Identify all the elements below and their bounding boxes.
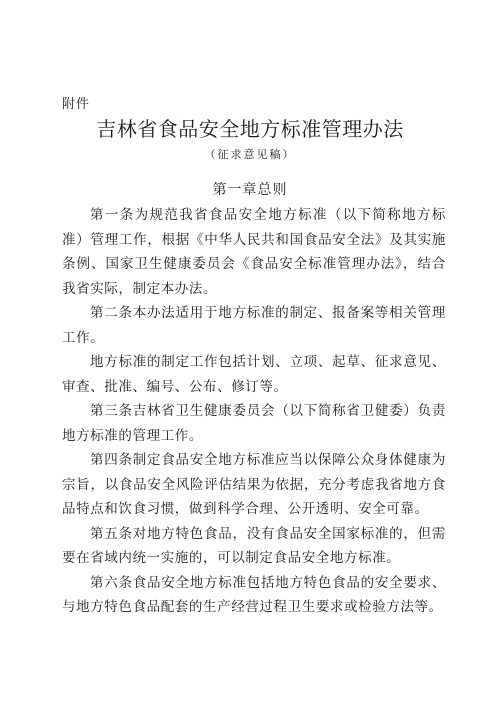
paragraph-article-2-detail: 地方标准的制定工作包括计划、立项、起草、征求意见、审查、批准、编号、公布、修订等。	[62, 354, 446, 395]
paragraph-article-4: 第四条制定食品安全地方标准应当以保障公众身体健康为宗旨，以食品安全风险评估结果为依据，充分考虑我省地方食品特点和饮食习惯，做到科学合理、公开透明、安全可靠。	[62, 452, 446, 517]
paragraph-article-1: 第一条为规范我省食品安全地方标准（以下简称地方标准）管理工作，根据《中华人民共和国食品安全法》及其实施条例、国家卫生健康委员会《食品安全标准管理办法》，结合我省实际，制定本办法。	[62, 207, 446, 297]
document-subtitle: （征求意见稿）	[204, 148, 296, 161]
document-title: 吉林省食品安全地方标准管理办法	[96, 117, 404, 141]
paragraph-article-5: 第五条对地方特色食品，没有食品安全国家标准的，但需要在省域内统一实施的，可以制定食品安全地方标准。	[62, 525, 446, 566]
document-body	[62, 203, 446, 620]
attachment-label: 附件	[62, 97, 91, 112]
paragraph-article-2: 第二条本办法适用于地方标准的制定、报备案等相关管理工作。	[62, 305, 446, 346]
paragraph-article-6: 第六条食品安全地方标准包括地方特色食品的安全要求、与地方特色食品配套的生产经营过程卫生要求或检验方法等。	[62, 574, 446, 615]
paragraph-article-3: 第三条吉林省卫生健康委员会（以下简称省卫健委）负责地方标准的管理工作。	[62, 403, 446, 444]
chapter-heading: 第一章总则	[212, 182, 288, 198]
